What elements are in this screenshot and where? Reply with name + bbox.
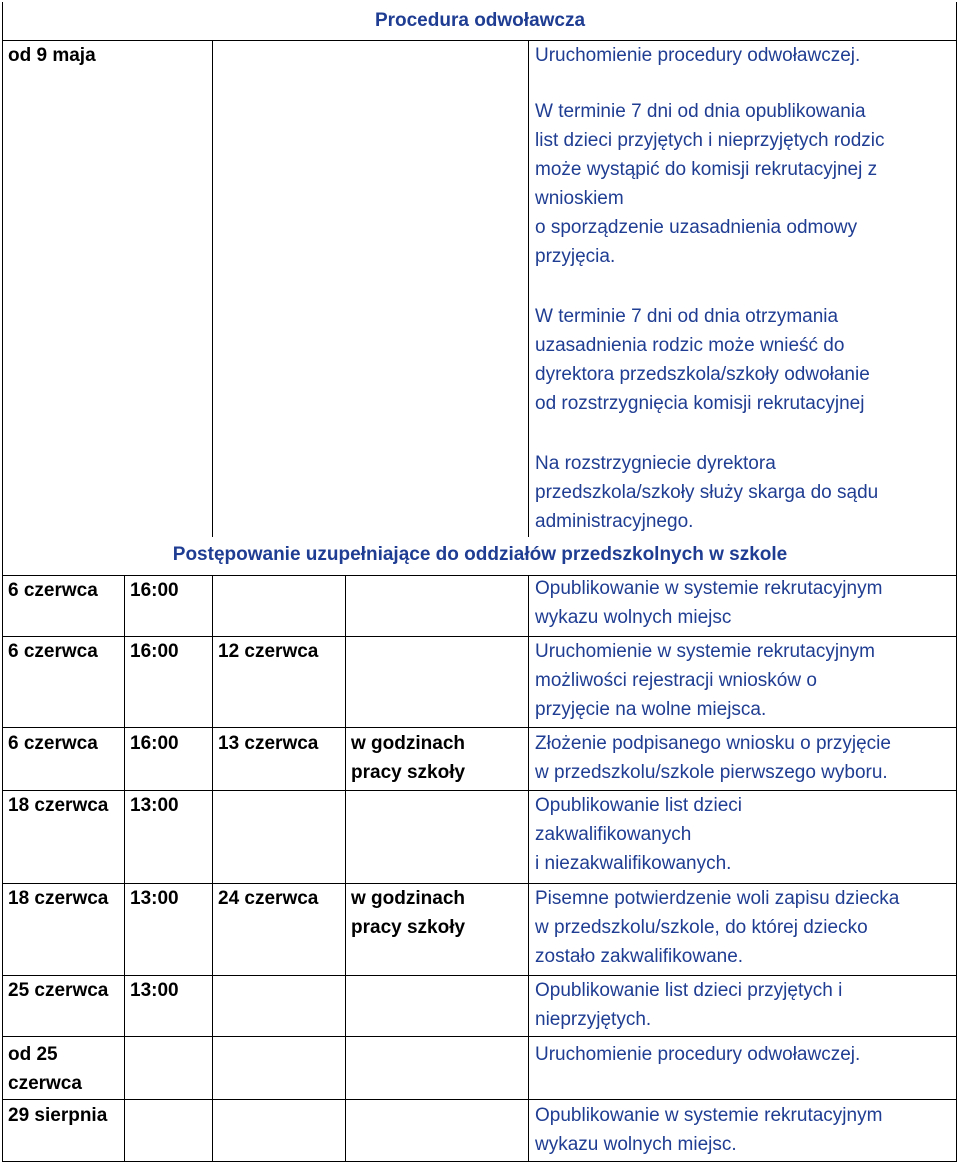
- description-cell: Uruchomienie w systemie rekrutacyjnym możliwości rejestracji wniosków o przyjęcie na wolne miejsca.: [535, 641, 875, 720]
- column-divider: [345, 575, 346, 1162]
- row-divider: [2, 1099, 957, 1100]
- column-divider: [212, 40, 213, 537]
- date-cell: 18 czerwca: [8, 888, 109, 909]
- date-cell: 18 czerwca: [8, 795, 109, 816]
- description-cell: Opublikowanie w systemie rekrutacyjnym wykazu wolnych miejsc: [535, 578, 883, 628]
- time-cell: 16:00: [130, 733, 179, 754]
- description-paragraph: W terminie 7 dni od dnia otrzymania uzasadnienia rodzic może wnieść do dyrektora przedszkola/szkoły odwołanie od rozstrzygnięcia komisji rekrutacyjnej: [535, 306, 870, 414]
- end-date-cell: 24 czerwca: [218, 888, 319, 909]
- date-cell: 6 czerwca: [8, 641, 98, 662]
- end-date-cell: 13 czerwca: [218, 733, 319, 754]
- column-divider: [124, 575, 125, 1162]
- end-date-cell: 12 czerwca: [218, 641, 319, 662]
- section-title-appeal: Procedura odwoławcza: [374, 10, 586, 31]
- column-divider: [528, 575, 529, 1162]
- date-cell: 6 czerwca: [8, 733, 98, 754]
- row-divider: [2, 1036, 957, 1037]
- description-cell: Opublikowanie list dzieci zakwalifikowanych i niezakwalifikowanych.: [535, 795, 742, 874]
- description-cell: Opublikowanie list dzieci przyjętych i nieprzyjętych.: [535, 980, 843, 1030]
- hours-cell: w godzinach pracy szkoły: [351, 888, 466, 938]
- description-paragraph: Uruchomienie procedury odwoławczej.: [535, 45, 861, 66]
- description-paragraph: Na rozstrzygniecie dyrektora przedszkola/szkoły służy skarga do sądu administracyjnego.: [535, 453, 879, 532]
- description-cell: Opublikowanie w systemie rekrutacyjnym wykazu wolnych miejsc.: [535, 1105, 883, 1155]
- description-cell: Uruchomienie procedury odwoławczej.: [535, 1044, 861, 1065]
- time-cell: 13:00: [130, 888, 179, 909]
- date-cell: od 25 czerwca: [8, 1044, 82, 1094]
- date-cell: 29 sierpnia: [8, 1105, 108, 1126]
- date-cell: 25 czerwca: [8, 980, 109, 1001]
- date-cell: od 9 maja: [8, 45, 96, 66]
- description-paragraph: W terminie 7 dni od dnia opublikowania list dzieci przyjętych i nieprzyjętych rodzic może wystąpić do komisji rekrutacyjnej z wnioskiem o sporządzenie uzasadnienia odmowy przyjęcia.: [535, 101, 885, 267]
- description-cell: Złożenie podpisanego wniosku o przyjęcie w przedszkolu/szkole pierwszego wyboru.: [535, 733, 891, 783]
- date-cell: 6 czerwca: [8, 580, 98, 601]
- row-divider: [2, 727, 957, 728]
- time-cell: 13:00: [130, 980, 179, 1001]
- hours-cell: w godzinach pracy szkoły: [351, 733, 466, 783]
- section-title-supplementary: Postępowanie uzupełniające do oddziałów przedszkolnych w szkole: [172, 544, 788, 565]
- time-cell: 16:00: [130, 641, 179, 662]
- description-cell: Pisemne potwierdzenie woli zapisu dziecka w przedszkolu/szkole, do której dziecko zostało zakwalifikowane.: [535, 888, 900, 967]
- column-divider: [528, 40, 529, 537]
- time-cell: 16:00: [130, 580, 179, 601]
- column-divider: [212, 575, 213, 1162]
- time-cell: 13:00: [130, 795, 179, 816]
